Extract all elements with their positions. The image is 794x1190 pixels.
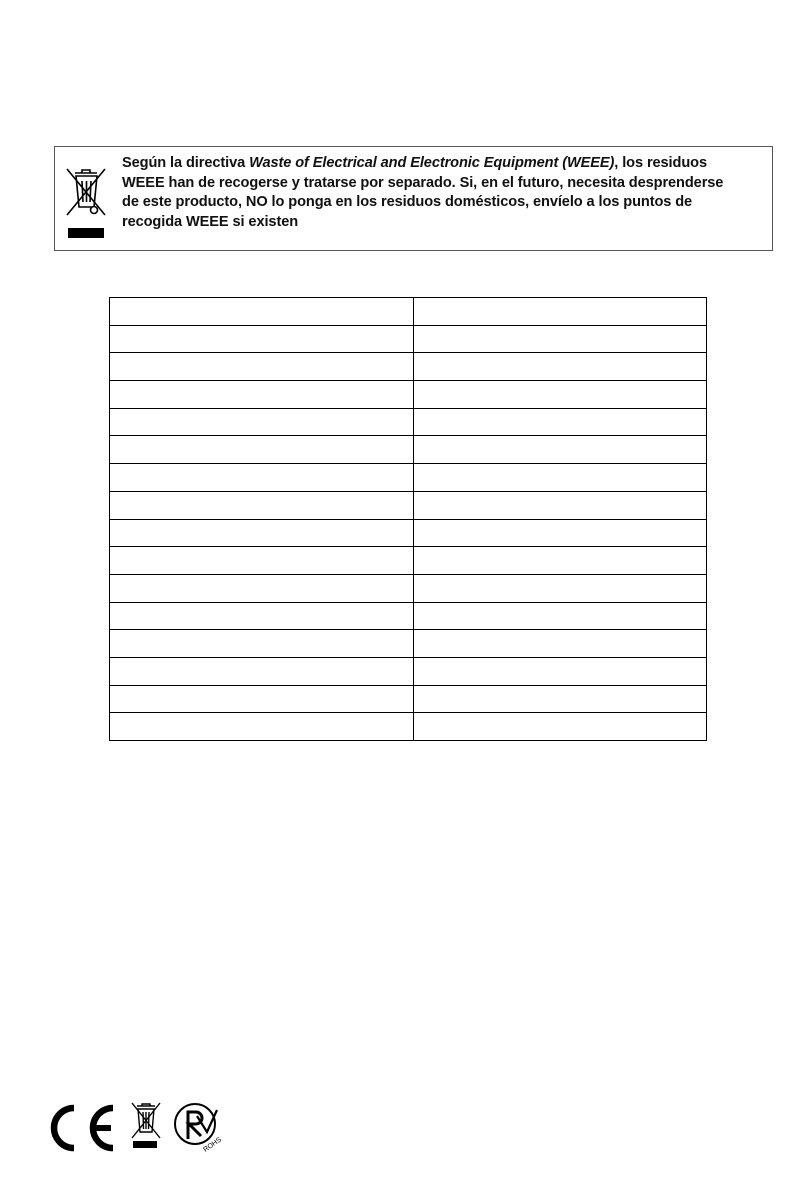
weee-line-4: recogida WEEE si existen [122,213,299,230]
table-cell [414,408,707,436]
table-row [110,547,707,575]
table-cell [414,630,707,658]
table-row [110,436,707,464]
table-row [110,574,707,602]
table-row [110,464,707,492]
table-cell [414,298,707,326]
table-cell [414,574,707,602]
table-cell [414,464,707,492]
table-row [110,685,707,713]
table-row [110,298,707,326]
weee-line-1: Según la directiva Waste of Electrical and Electronic Equipment (WEEE), los residuos [122,155,707,171]
table-cell [110,547,414,575]
table-cell [110,630,414,658]
table-row [110,353,707,381]
blank-table [109,297,707,741]
crossed-out-wheelie-bin-icon [63,161,109,219]
table-row [110,491,707,519]
rohs-mark-icon [175,1104,223,1154]
table-cell [110,491,414,519]
weee-line-3: de este producto, NO lo ponga en los residuos domésticos, envíelo a los puntos de [122,194,693,210]
table-row [110,602,707,630]
table-cell [110,436,414,464]
table-cell [414,325,707,353]
table-cell [414,519,707,547]
table-cell [414,353,707,381]
table-cell [414,491,707,519]
footer-logos [45,1100,235,1156]
table-cell [414,547,707,575]
table-cell [110,713,414,741]
table-cell [414,381,707,409]
table-row [110,519,707,547]
table-row [110,630,707,658]
table-cell [414,713,707,741]
table-cell [110,381,414,409]
rohs-text: ROHS [202,1136,223,1154]
weee-bar [68,228,104,238]
table-cell [110,325,414,353]
table-cell [110,519,414,547]
table-row [110,408,707,436]
table-cell [110,353,414,381]
table-cell [414,602,707,630]
ce-mark-icon [54,1108,113,1148]
table-cell [110,464,414,492]
footer-bin-bar [133,1141,157,1148]
table-cell [414,685,707,713]
table-cell [110,685,414,713]
table-cell [110,298,414,326]
footer-bin-icon [132,1103,160,1138]
table-row [110,381,707,409]
table-cell [110,602,414,630]
table-cell [110,408,414,436]
table-row [110,325,707,353]
table-cell [110,657,414,685]
table-cell [414,657,707,685]
table-row [110,713,707,741]
weee-notice-box [54,146,773,251]
weee-line-2: WEEE han de recogerse y tratarse por separado. Si, en el futuro, necesita desprenderse [122,174,724,191]
table-row [110,657,707,685]
table-cell [110,574,414,602]
weee-notice-text [122,154,767,232]
table-cell [414,436,707,464]
